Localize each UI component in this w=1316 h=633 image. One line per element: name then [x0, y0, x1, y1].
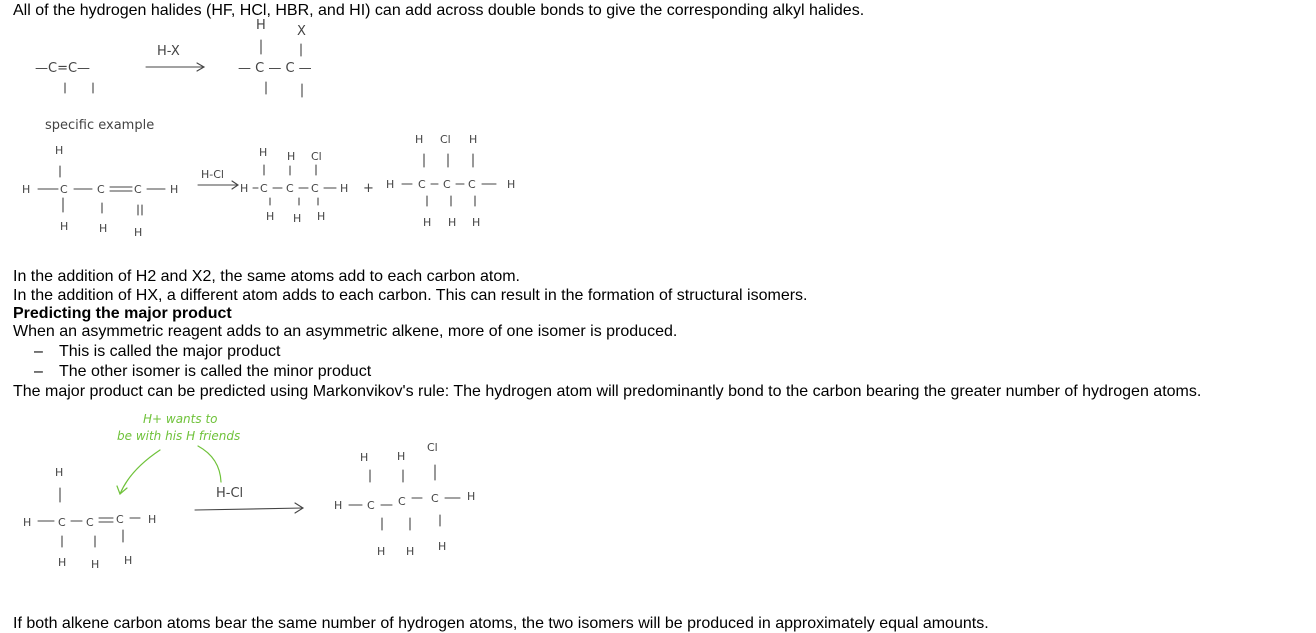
atom-h: H: [377, 545, 386, 558]
atom-cl: Cl: [440, 133, 451, 146]
atom-h: H: [23, 516, 32, 529]
atom-c: C: [97, 183, 105, 196]
atom-cl: Cl: [311, 150, 322, 163]
annotation-line-2: be with his H friends: [117, 429, 241, 443]
atom-h: H: [134, 226, 143, 239]
atom-h: H: [55, 144, 64, 157]
atom-h: H: [340, 182, 349, 195]
atom-h: H: [406, 545, 415, 558]
atom-h: H: [99, 222, 108, 235]
specific-example-label: specific example: [45, 118, 155, 133]
atom-h: H: [438, 540, 447, 553]
atom-h: H: [170, 183, 179, 196]
general-reaction: [35, 18, 312, 97]
atom-h: H: [60, 220, 69, 233]
atom-h: H: [397, 450, 406, 463]
atom-h: H: [415, 133, 424, 146]
bullet-marker: –: [34, 343, 43, 360]
atom-h: H: [148, 513, 157, 526]
atom-h: H: [124, 554, 133, 567]
atom-h: H: [360, 451, 369, 464]
bullet-marker: –: [34, 363, 43, 380]
atom-h: H: [91, 558, 100, 571]
atom-h: H: [334, 499, 343, 512]
general-h-atom: H: [256, 18, 266, 33]
atom-h: H: [293, 212, 302, 225]
atom-h: H: [22, 183, 31, 196]
atom-c: C: [311, 182, 319, 195]
general-alkene: —C=C—: [35, 61, 91, 76]
atom-c: C: [367, 499, 375, 512]
atom-h: H: [507, 178, 516, 191]
reaction-arrow: [195, 508, 303, 510]
atom-h: H: [55, 466, 64, 479]
intro-text: All of the hydrogen halides (HF, HCl, HBR, and HI) can add across double bonds to give the corresponding alkyl halides.: [13, 2, 865, 19]
atom-c: C: [286, 182, 294, 195]
atom-c: C: [60, 183, 68, 196]
paragraph-asymmetric: When an asymmetric reagent adds to an asymmetric alkene, more of one isomer is produced.: [13, 323, 678, 340]
plus-sign: +: [363, 181, 374, 196]
atom-c: C: [418, 178, 426, 191]
atom-c: C: [134, 183, 142, 196]
atom-c: C: [431, 492, 439, 505]
atom-c: C: [116, 513, 124, 526]
atom-c: C: [398, 495, 406, 508]
atom-h: H: [58, 556, 67, 569]
atom-h: H: [240, 182, 249, 195]
atom-h: H: [423, 216, 432, 229]
paragraph-same-atoms: In the addition of H2 and X2, the same atoms add to each carbon atom.: [13, 268, 520, 285]
atom-c: C: [86, 516, 94, 529]
general-reagent: H-X: [157, 44, 180, 59]
specific-reagent: H-Cl: [201, 168, 224, 181]
atom-cl: Cl: [427, 441, 438, 454]
atom-h: H: [448, 216, 457, 229]
atom-h: H: [266, 210, 275, 223]
atom-h: H: [259, 146, 268, 159]
atom-c: C: [260, 182, 268, 195]
specific-reaction: [22, 133, 515, 239]
atom-h: H: [317, 210, 326, 223]
atom-h: H: [386, 178, 395, 191]
atom-h: H: [287, 150, 296, 163]
atom-c: C: [443, 178, 451, 191]
atom-c: C: [58, 516, 66, 529]
paragraph-equal-amounts: If both alkene carbon atoms bear the same number of hydrogen atoms, the two isomers will be produced in approximately equal amounts.: [13, 615, 989, 632]
atom-h: H: [472, 216, 481, 229]
bullet-text: This is called the major product: [59, 343, 281, 360]
annotation-arrow-left: [120, 450, 160, 494]
annotation-arrow-right: [198, 446, 221, 482]
section-heading: Predicting the major product: [13, 305, 232, 322]
atom-c: C: [468, 178, 476, 191]
bullet-text: The other isomer is called the minor product: [59, 363, 372, 380]
general-x-atom: X: [297, 24, 306, 39]
annotation-line-1: H+ wants to: [143, 412, 218, 426]
atom-h: H: [469, 133, 478, 146]
atom-h: H: [467, 490, 476, 503]
markovnikov-reagent: H-Cl: [216, 486, 244, 501]
paragraph-markovnikov: The major product can be predicted using Markonvikov's rule: The hydrogen atom will predominantly bond to the carbon bearing the greater number of hydrogen atoms.: [13, 383, 1202, 400]
markovnikov-reaction: [23, 412, 475, 571]
general-product: — C — C —: [238, 61, 312, 76]
paragraph-different-atoms: In the addition of HX, a different atom adds to each carbon. This can result in the formation of structural isomers.: [13, 287, 808, 304]
